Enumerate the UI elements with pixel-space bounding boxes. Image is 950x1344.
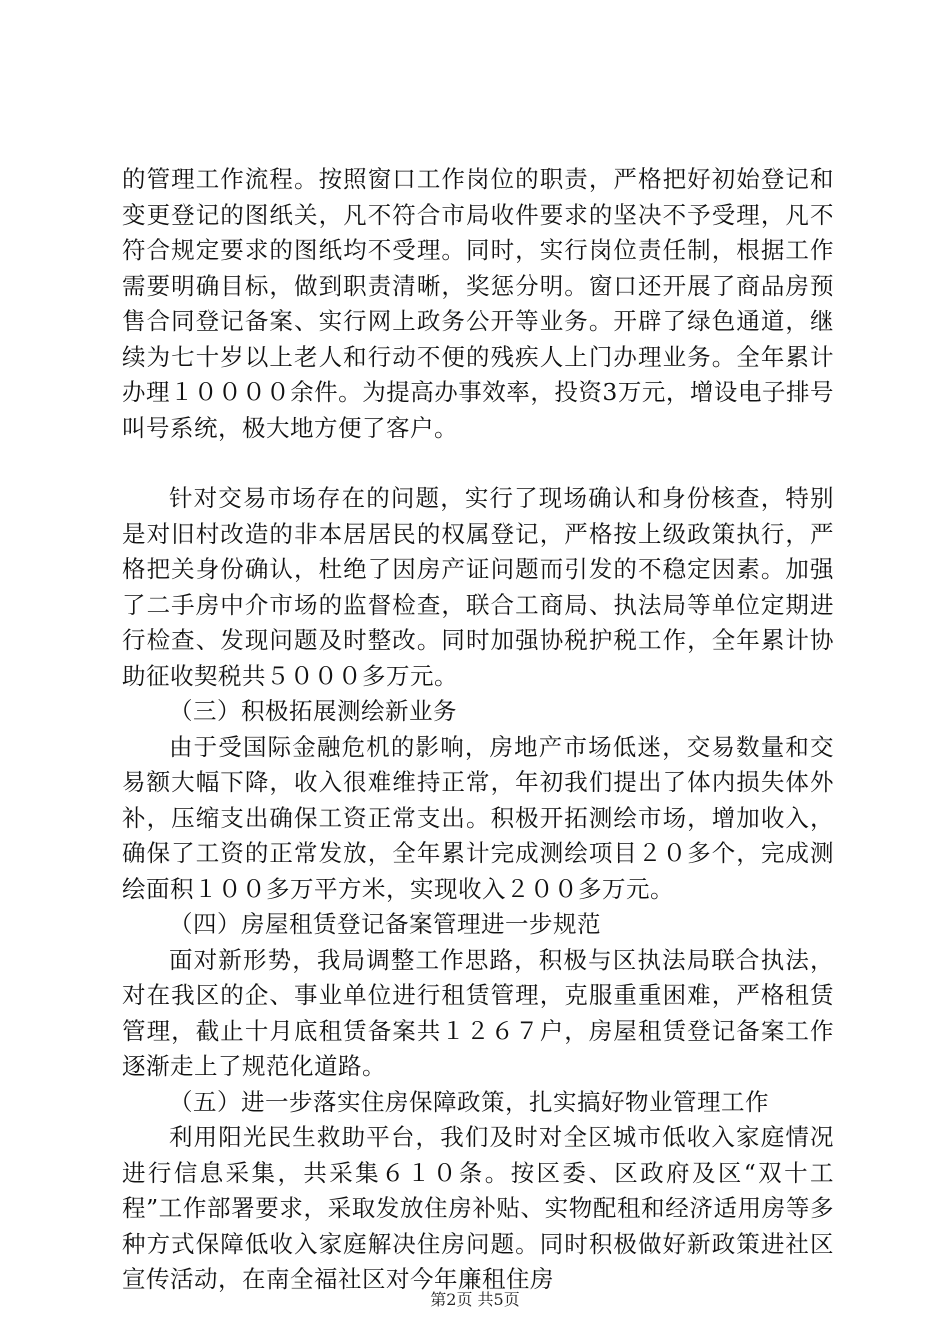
paragraph-window-workflow: 的管理工作流程。按照窗口工作岗位的职责，严格把好初始登记和变更登记的图纸关，凡不符合市局收件要求的坚决不予受理，凡不符合规定要求的图纸均不受理。同时，实行岗位责任制，根据工作需要明确目标，做到职责清晰，奖惩分明。窗口还开展了商品房预售合同登记备案、实行网上政务公开等业务。开辟了绿色通道，继续为七十岁以上老人和行动不便的残疾人上门办理业务。全年累计办理１００００余件。为提高办事效率，投资3万元，增设电子排号叫号系统，极大地方便了客户。: [122, 165, 834, 442]
paragraph-rental-registration: 面对新形势，我局调整工作思路，积极与区执法局联合执法，对在我区的企、事业单位进行租赁管理，克服重重困难，严格租赁管理，截止十月底租赁备案共１２６７户，房屋租赁登记备案工作逐渐走上了规范化道路。: [122, 945, 834, 1080]
section-heading-rental-registration: （四）房屋租赁登记备案管理进一步规范: [169, 910, 601, 938]
paragraph-housing-security: 利用阳光民生救助平台，我们及时对全区城市低收入家庭情况进行信息采集，共采集６１０条。按区委、区政府及区“双十工程”工作部署要求，采取发放住房补贴、实物配租和经济适用房等多种方式保障低收入家庭解决住房问题。同时积极做好新政策进社区宣传活动，在南全福社区对今年廉租住房: [122, 1123, 834, 1293]
section-heading-housing-security: （五）进一步落实住房保障政策，扎实搞好物业管理工作: [169, 1087, 769, 1116]
paragraph-surveying-business: 由于受国际金融危机的影响，房地产市场低迷，交易数量和交易额大幅下降，收入很难维持正常，年初我们提出了体内损失体外补，压缩支出确保工资正常支出。积极开拓测绘市场，增加收入，确保了工资的正常发放，全年累计完成测绘项目２０多个，完成测绘面积１００多万平方米，实现收入２００多万元。: [122, 732, 834, 903]
page-number-footer: 第2页 共5页: [430, 1290, 520, 1309]
section-heading-surveying: （三）积极拓展测绘新业务: [169, 697, 457, 725]
paragraph-market-verification: 针对交易市场存在的问题，实行了现场确认和身份核查，特别是对旧村改造的非本居居民的权属登记，严格按上级政策执行，严格把关身份确认，杜绝了因房产证问题而引发的不稳定因素。加强了二手房中介市场的监督检查，联合工商局、执法局等单位定期进行检查、发现问题及时整改。同时加强协税护税工作，全年累计协助征收契税共５０００多万元。: [122, 484, 834, 690]
document-body: [122, 162, 834, 1298]
